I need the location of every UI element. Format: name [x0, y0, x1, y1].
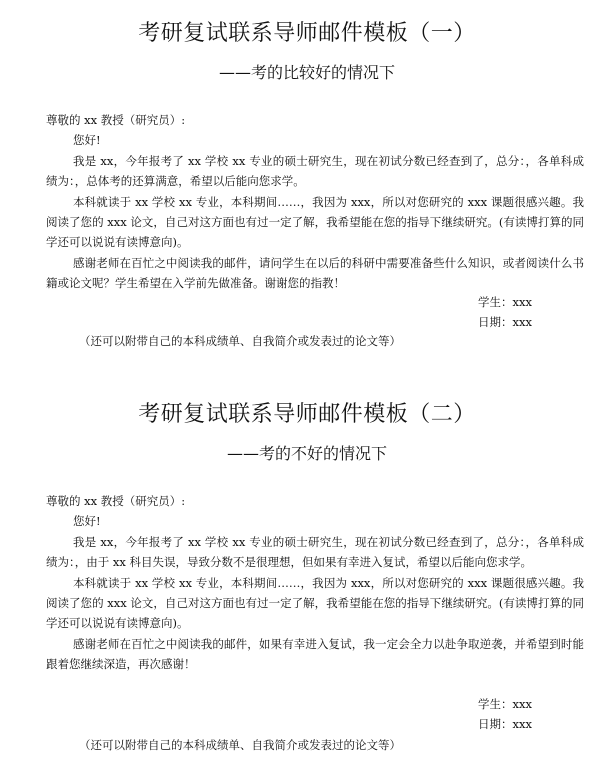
- paragraph-background: 本科就读于 xx 学校 xx 专业，本科期间……，我因为 xxx，所以对您研究的 xxx 课题很感兴趣。我阅读了您的 xxx 论文，自己对这方面也有过一定了解，我希望能在您的指导下继续研究。(有读博打算的同学还可以说说有读博意向)。: [46, 194, 584, 250]
- letter-body: [46, 110, 584, 294]
- paragraph-thanks: 感谢老师在百忙之中阅读我的邮件，如果有幸进入复试，我一定会全力以赴争取逆袭，并希望到时能跟着您继续深造，再次感谢！: [46, 636, 584, 672]
- template-title: 考研复试联系导师邮件模板（一）: [138, 21, 476, 46]
- attachment-note: （还可以附带自己的本科成绩单、自我简介或发表过的论文等）: [79, 334, 401, 348]
- paragraph-thanks: 感谢老师在百忙之中阅读我的邮件，请问学生在以后的科研中需要准备些什么知识，或者阅读什么书籍或论文呢？学生希望在入学前先做准备。谢谢您的指教！: [46, 255, 584, 291]
- greeting: 您好!: [73, 133, 101, 148]
- template-title: 考研复试联系导师邮件模板（二）: [138, 402, 476, 427]
- salutation: 尊敬的 xx 教授（研究员）:: [46, 113, 186, 127]
- signature-student: 学生：xxx: [478, 697, 532, 711]
- template-subtitle: ——考的不好的情况下: [226, 444, 387, 463]
- signature-date: 日期：xxx: [478, 717, 532, 731]
- paragraph-intro: 我是 xx，今年报考了 xx 学校 xx 专业的硕士研究生，现在初试分数已经查到了，总分：，各单科成绩为：，总体考的还算满意，希望以后能向您求学。: [46, 153, 584, 189]
- signature-date: 日期：xxx: [478, 315, 532, 329]
- template-subtitle: ——考的比较好的情况下: [218, 63, 395, 82]
- paragraph-background: 本科就读于 xx 学校 xx 专业，本科期间……，我因为 xxx，所以对您研究的 xxx 课题很感兴趣。我阅读了您的 xxx 论文，自己对这方面也有过一定了解，我希望能在您的指导下继续研究。(有读博打算的同学还可以说说有读博意向)。: [46, 575, 584, 631]
- greeting: 您好!: [73, 514, 101, 529]
- signature-student: 学生：xxx: [478, 295, 532, 309]
- attachment-note: （还可以附带自己的本科成绩单、自我简介或发表过的论文等）: [79, 738, 401, 752]
- salutation: 尊敬的 xx 教授（研究员）:: [46, 494, 186, 508]
- paragraph-intro: 我是 xx，今年报考了 xx 学校 xx 专业的硕士研究生，现在初试分数已经查到了，总分：，各单科成绩为：，由于 xx 科目失误，导致分数不是很理想，但如果有幸进入复试，希望以后能向您求学。: [46, 534, 584, 570]
- letter-body: [46, 491, 584, 675]
